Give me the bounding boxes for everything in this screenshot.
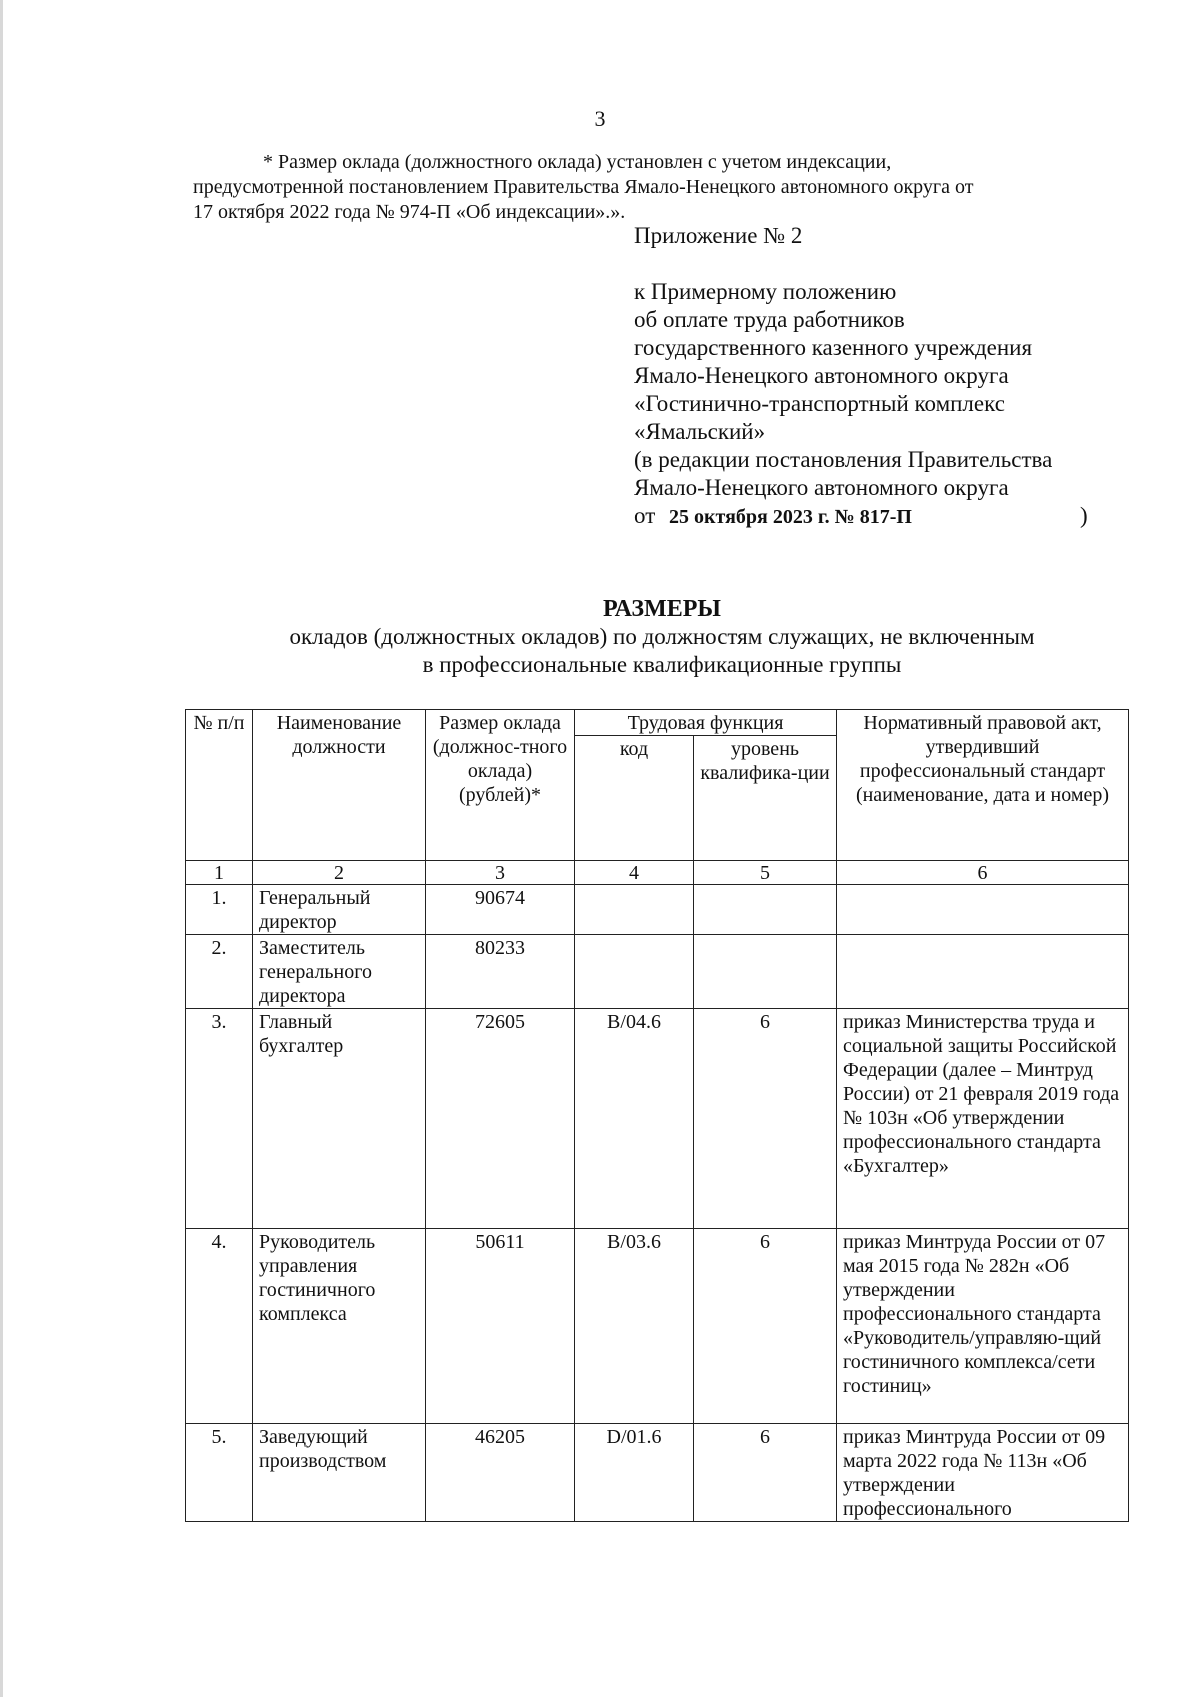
row-level: 6	[694, 1229, 837, 1424]
heading-sub: в профессиональные квалификационные группы	[422, 652, 902, 677]
appendix-line: об оплате труда работников	[634, 307, 905, 332]
column-number: 5	[694, 861, 837, 885]
appendix-date-line	[634, 502, 1094, 531]
column-number: 4	[575, 861, 694, 885]
appendix-line: к Примерному положению	[634, 279, 897, 304]
row-salary: 46205	[426, 1424, 575, 1522]
appendix-line: (в редакции постановления Правительства	[634, 447, 1053, 472]
document-heading	[0, 595, 1200, 679]
table-row	[186, 1424, 1129, 1522]
appendix-line: «Ямальский»	[634, 419, 766, 444]
salary-table	[185, 709, 1129, 1522]
appendix-line: государственного казенного учреждения	[634, 335, 1033, 360]
row-act: приказ Минтруда России от 09 марта 2022 года № 113н «Об утверждении профессионального	[837, 1424, 1129, 1522]
table-row	[186, 1009, 1129, 1229]
row-code: D/01.6	[575, 1424, 694, 1522]
row-name: Генеральный директор	[253, 885, 426, 935]
header-function: Трудовая функция	[575, 710, 837, 736]
row-num: 2.	[186, 935, 253, 1009]
appendix-title: Приложение № 2	[634, 223, 803, 248]
row-num: 5.	[186, 1424, 253, 1522]
appendix-line: Ямало-Ненецкого автономного округа	[634, 363, 1009, 388]
row-name: Заведующий производством	[253, 1424, 426, 1522]
row-code: В/04.6	[575, 1009, 694, 1229]
date-prefix: от	[634, 503, 656, 528]
footnote-line: 17 октября 2022 года № 974-П «Об индексации».».	[193, 201, 626, 223]
footnote	[193, 150, 1128, 225]
row-code: В/03.6	[575, 1229, 694, 1424]
header-num: № п/п	[186, 710, 253, 861]
column-number: 1	[186, 861, 253, 885]
footnote-line: * Размер оклада (должностного оклада) установлен с учетом индексации,	[263, 151, 892, 173]
row-name: Главный бухгалтер	[253, 1009, 426, 1229]
column-number: 3	[426, 861, 575, 885]
row-code	[575, 935, 694, 1009]
row-name: Заместитель генерального директора	[253, 935, 426, 1009]
row-level	[694, 935, 837, 1009]
appendix-line: Ямало-Ненецкого автономного округа	[634, 475, 1009, 500]
header-level: уровень квалифика-ции	[694, 736, 837, 861]
column-number: 2	[253, 861, 426, 885]
appendix-line: «Гостинично-транспортный комплекс	[634, 391, 1005, 416]
heading-sub: окладов (должностных окладов) по должностям служащих, не включенным	[289, 624, 1035, 649]
header-salary: Размер оклада (должнос-тного оклада) (рублей)*	[426, 710, 575, 861]
row-act	[837, 935, 1129, 1009]
table-row	[186, 1229, 1129, 1424]
date-close: )	[1080, 503, 1088, 528]
column-number-row	[186, 861, 1129, 885]
appendix-block	[634, 222, 1094, 531]
row-num: 3.	[186, 1009, 253, 1229]
row-level	[694, 885, 837, 935]
row-act	[837, 885, 1129, 935]
resolution-date: 25 октября 2023 г. № 817-П	[669, 506, 912, 528]
row-level: 6	[694, 1424, 837, 1522]
header-name: Наименование должности	[253, 710, 426, 861]
row-act: приказ Министерства труда и социальной защиты Российской Федерации (далее – Минтруд России) от 21 февраля 2019 года № 103н «Об утверждении профессионального стандарта «Бухгалтер»	[837, 1009, 1129, 1229]
table-row	[186, 885, 1129, 935]
row-salary: 90674	[426, 885, 575, 935]
row-num: 1.	[186, 885, 253, 935]
table-row	[186, 935, 1129, 1009]
row-code	[575, 885, 694, 935]
row-num: 4.	[186, 1229, 253, 1424]
heading-main: РАЗМЕРЫ	[603, 596, 721, 622]
header-code: код	[575, 736, 694, 861]
row-salary: 80233	[426, 935, 575, 1009]
row-act: приказ Минтруда России от 07 мая 2015 года № 282н «Об утверждении профессионального стандарта «Руководитель/управляю-щий гостиничного комплекса/сети гостиниц»	[837, 1229, 1129, 1424]
row-name: Руководитель управления гостиничного комплекса	[253, 1229, 426, 1424]
header-row	[186, 710, 1129, 736]
page-number: 3	[594, 106, 606, 131]
header-act: Нормативный правовой акт, утвердивший профессиональный стандарт (наименование, дата и номер)	[837, 710, 1129, 861]
row-salary: 50611	[426, 1229, 575, 1424]
row-level: 6	[694, 1009, 837, 1229]
row-salary: 72605	[426, 1009, 575, 1229]
column-number: 6	[837, 861, 1129, 885]
page-edge	[0, 0, 3, 1697]
footnote-line: предусмотренной постановлением Правительства Ямало-Ненецкого автономного округа от	[193, 176, 974, 198]
